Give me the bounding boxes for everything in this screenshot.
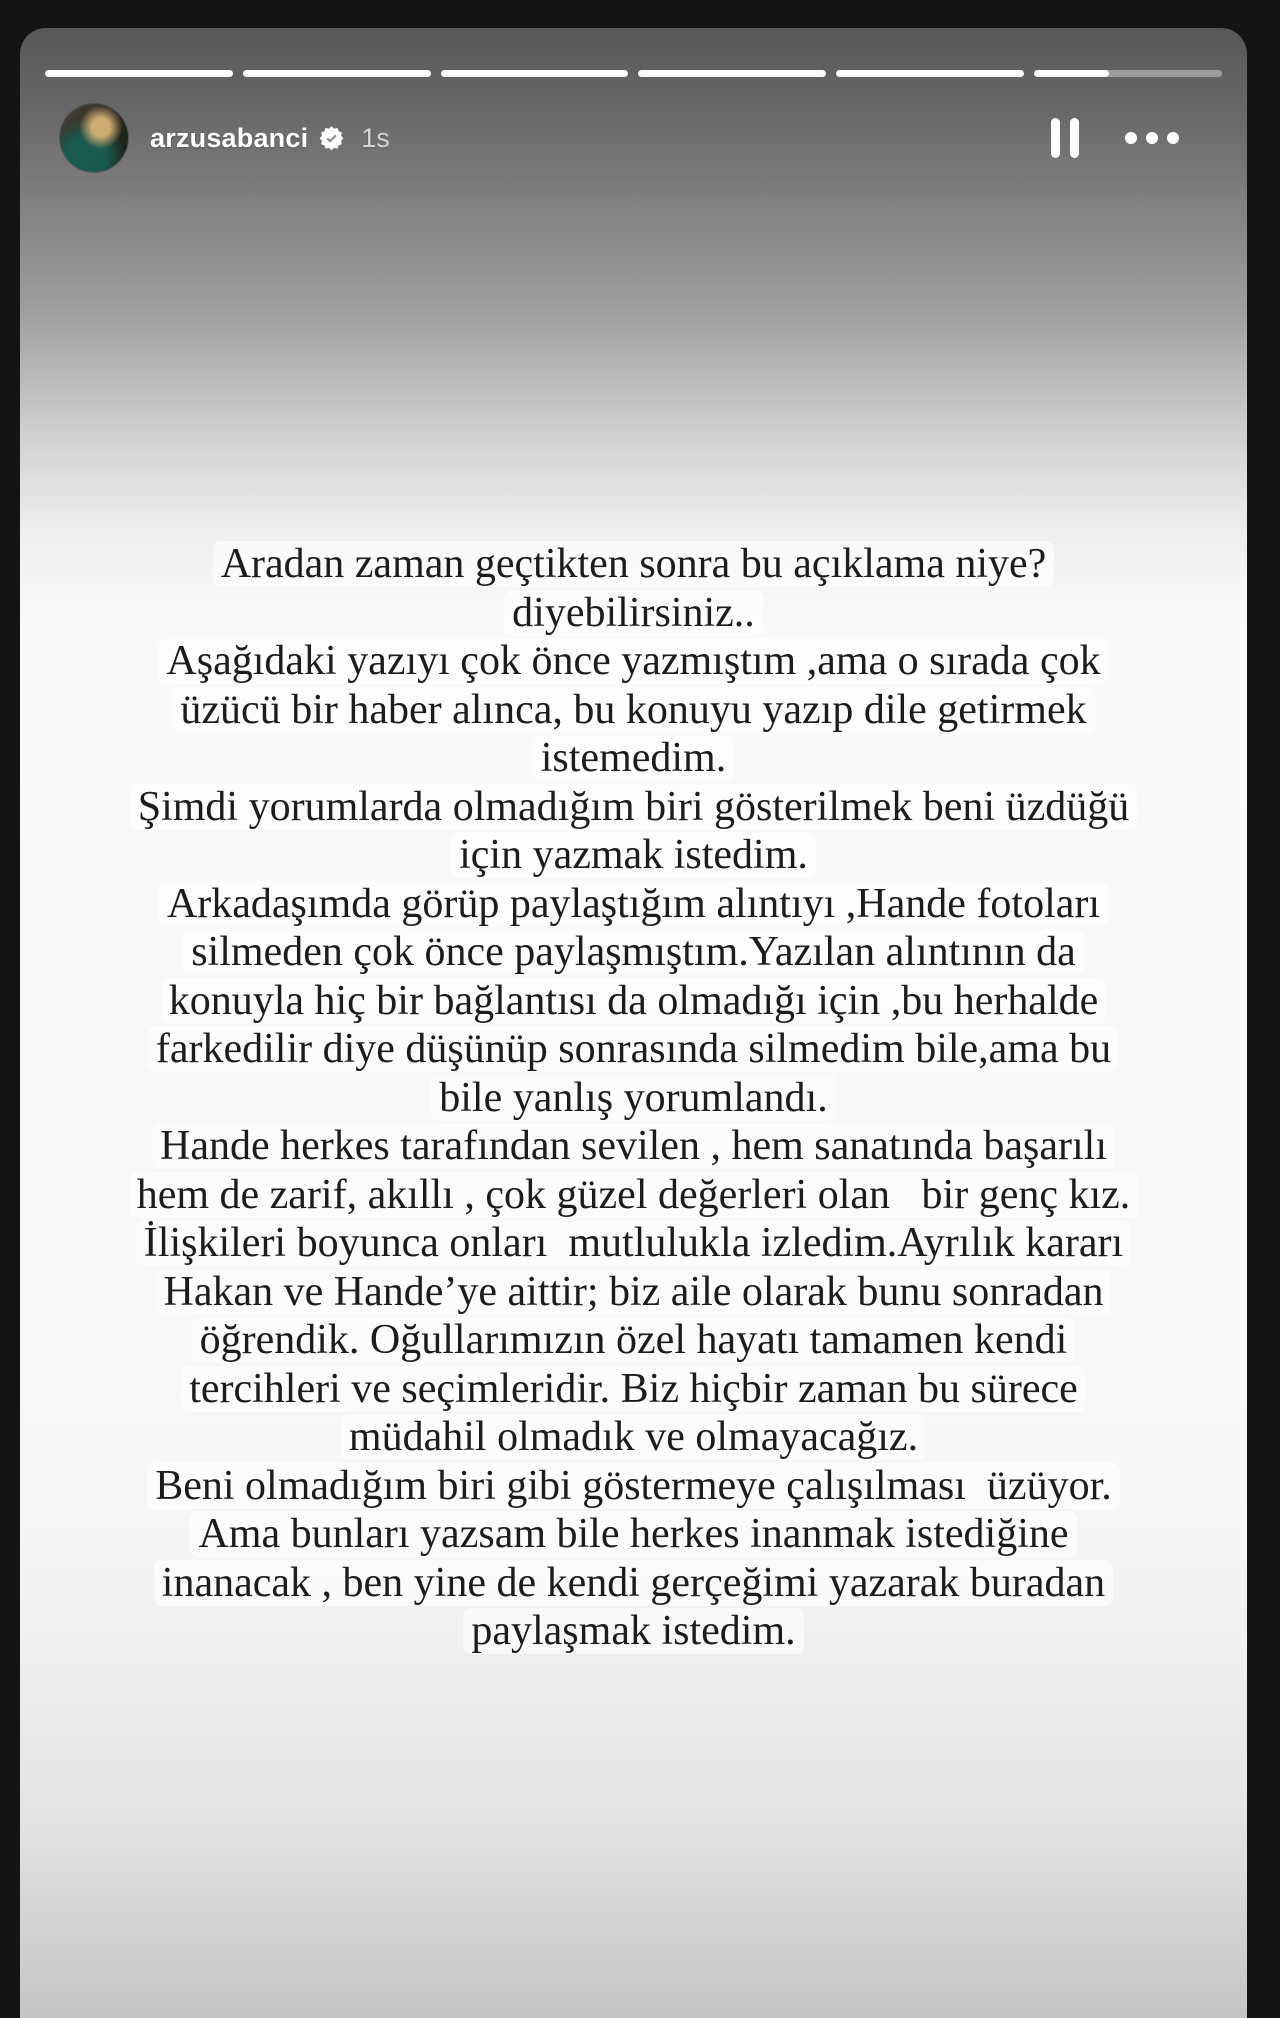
story-text-line: üzücü bir haber alınca, bu konuyu yazıp dile getirmek	[48, 686, 1219, 735]
avatar[interactable]	[60, 104, 128, 172]
username[interactable]: arzusabanci	[150, 122, 309, 153]
story-text-line: Şimdi yorumlarda olmadığım biri gösterilmek beni üzdüğü	[48, 783, 1219, 832]
story-text-line: için yazmak istedim.	[48, 831, 1219, 880]
story-text-line: İlişkileri boyunca onları mutlulukla izledim.Ayrılık kararı	[48, 1219, 1219, 1268]
progress-segment-fill	[1034, 70, 1109, 77]
story-text-line: Ama bunları yazsam bile herkes inanmak istediğine	[48, 1510, 1219, 1559]
story-text-line: Hakan ve Hande’ye aittir; biz aile olarak bunu sonradan	[48, 1268, 1219, 1317]
story-text-block	[20, 540, 1247, 1656]
ellipsis-icon	[1146, 132, 1158, 144]
story-text-line: Aradan zaman geçtikten sonra bu açıklama niye?	[48, 540, 1219, 589]
story-text-line: istemedim.	[48, 734, 1219, 783]
story-text-line: diyebilirsiniz..	[48, 589, 1219, 638]
pause-icon	[1070, 118, 1079, 158]
story-header	[60, 100, 1207, 176]
verified-badge-icon	[318, 125, 345, 152]
story-text-line: farkedilir diye düşünüp sonrasında silmedim bile,ama bu	[48, 1025, 1219, 1074]
progress-segment	[836, 70, 1024, 77]
story-text-line: hem de zarif, akıllı , çok güzel değerleri olan bir genç kız.	[48, 1171, 1219, 1220]
story-text-line: konuyla hiç bir bağlantısı da olmadığı için ,bu herhalde	[48, 977, 1219, 1026]
progress-segment	[638, 70, 826, 77]
ellipsis-icon	[1167, 132, 1179, 144]
story-card[interactable]	[20, 28, 1247, 2018]
pause-icon	[1051, 118, 1060, 158]
story-timestamp: 1s	[361, 122, 390, 153]
story-text-line: silmeden çok önce paylaşmıştım.Yazılan alıntının da	[48, 928, 1219, 977]
story-progress-bar	[45, 70, 1222, 77]
progress-segment	[441, 70, 629, 77]
story-text-line: müdahil olmadık ve olmayacağız.	[48, 1413, 1219, 1462]
story-text-line: inanacak , ben yine de kendi gerçeğimi yazarak buradan	[48, 1559, 1219, 1608]
more-options-button[interactable]	[1121, 122, 1183, 154]
story-text-line: Beni olmadığım biri gibi göstermeye çalışılması üzüyor.	[48, 1462, 1219, 1511]
story-text-line: Arkadaşımda görüp paylaştığım alıntıyı ,Hande fotoları	[48, 880, 1219, 929]
pause-button[interactable]	[1045, 112, 1085, 164]
story-text-line: öğrendik. Oğullarımızın özel hayatı tamamen kendi	[48, 1316, 1219, 1365]
story-text-line: bile yanlış yorumlandı.	[48, 1074, 1219, 1123]
progress-segment	[243, 70, 431, 77]
story-text-line: Aşağıdaki yazıyı çok önce yazmıştım ,ama o sırada çok	[48, 637, 1219, 686]
ellipsis-icon	[1125, 132, 1137, 144]
story-text-line: Hande herkes tarafından sevilen , hem sanatında başarılı	[48, 1122, 1219, 1171]
progress-segment-current	[1034, 70, 1222, 77]
story-text-line: tercihleri ve seçimleridir. Biz hiçbir zaman bu sürece	[48, 1365, 1219, 1414]
progress-segment	[45, 70, 233, 77]
story-text-line: paylaşmak istedim.	[48, 1607, 1219, 1656]
